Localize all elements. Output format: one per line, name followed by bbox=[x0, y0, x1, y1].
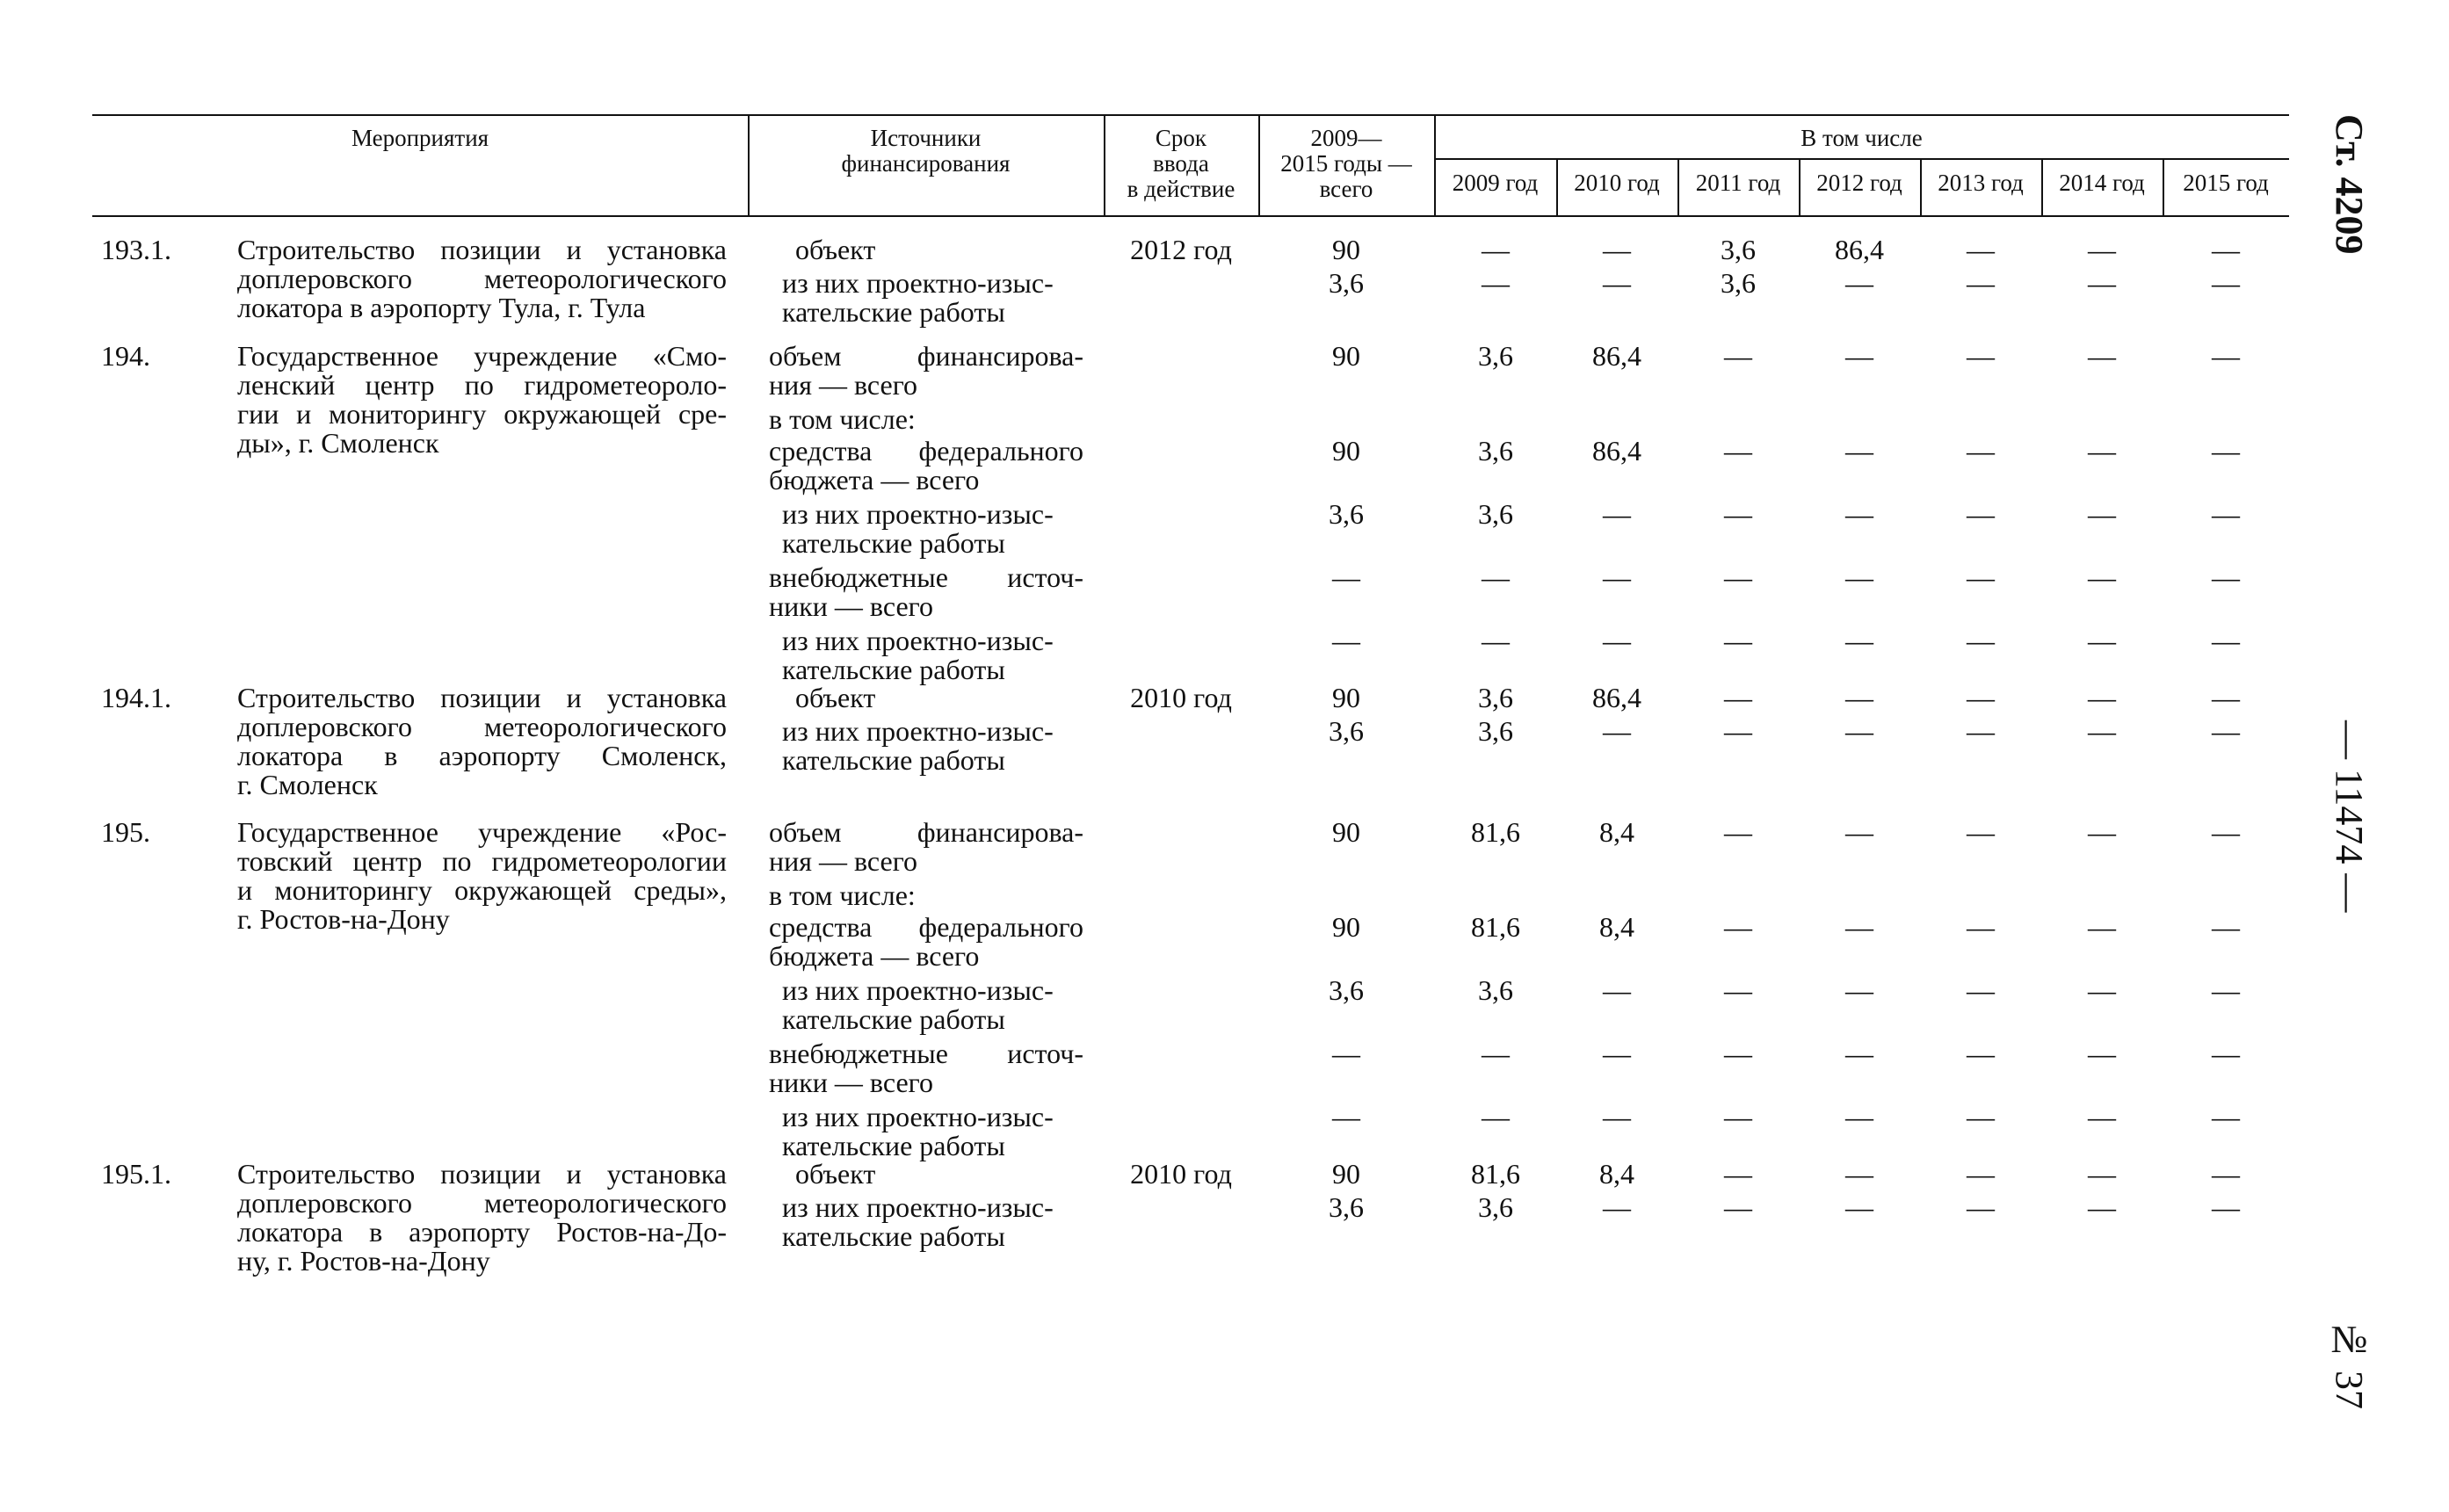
year-value-2013: — bbox=[1967, 498, 1995, 530]
year-value-2012: — bbox=[1845, 974, 1873, 1006]
year-value-2009: — bbox=[1482, 1038, 1510, 1069]
year-value-2015: — bbox=[2212, 974, 2240, 1006]
header-sources: Источники финансирования bbox=[841, 125, 1011, 177]
year-value-2013: — bbox=[1967, 625, 1995, 656]
issue-number: № 37 bbox=[2328, 1318, 2371, 1409]
funding-source-line: в том числе: bbox=[769, 403, 916, 435]
year-value-2010: — bbox=[1603, 974, 1631, 1006]
funding-source bbox=[795, 684, 1110, 713]
year-value-2014: — bbox=[2088, 1158, 2116, 1190]
year-value-2010: 8,4 bbox=[1599, 1158, 1634, 1190]
year-value-2013: — bbox=[1967, 682, 1995, 713]
year-value-2009: — bbox=[1482, 1101, 1510, 1132]
year-value-2015: — bbox=[2212, 625, 2240, 656]
year-value-2015: — bbox=[2212, 340, 2240, 372]
year-value-2009: 81,6 bbox=[1471, 1158, 1520, 1190]
year-value-2011: — bbox=[1724, 816, 1752, 848]
funding-source-line: объект bbox=[795, 682, 876, 713]
funding-source-line: средства федерального bbox=[769, 911, 1083, 943]
entry-activity bbox=[237, 1160, 727, 1276]
funding-source bbox=[782, 717, 1097, 775]
activity-line: локатора в аэропорту Смоленск, bbox=[237, 740, 727, 771]
year-value-2009: 81,6 bbox=[1471, 816, 1520, 848]
header-year-2010: 2010 год bbox=[1574, 170, 1660, 196]
year-value-2015: — bbox=[2212, 1158, 2240, 1190]
year-value-2015: — bbox=[2212, 715, 2240, 747]
header-including: В том числе bbox=[1801, 125, 1923, 151]
year-value-2011: — bbox=[1724, 1101, 1752, 1132]
year-value-2009: 3,6 bbox=[1478, 435, 1513, 467]
year-value-2010: 86,4 bbox=[1592, 682, 1641, 713]
year-value-2011: — bbox=[1724, 974, 1752, 1006]
funding-source bbox=[769, 342, 1083, 400]
total-2009-2015: 90 bbox=[1332, 682, 1360, 713]
year-value-2014: — bbox=[2088, 974, 2116, 1006]
year-value-2013: — bbox=[1967, 816, 1995, 848]
year-value-2011: 3,6 bbox=[1721, 234, 1756, 265]
year-value-2013: — bbox=[1967, 1038, 1995, 1069]
funding-source-line: объект bbox=[795, 234, 876, 265]
year-value-2012: — bbox=[1845, 1038, 1873, 1069]
year-value-2013: — bbox=[1967, 234, 1995, 265]
activity-line: ну, г. Ростов-на-Дону bbox=[237, 1245, 490, 1277]
year-value-2012: — bbox=[1845, 561, 1873, 593]
total-2009-2015: 3,6 bbox=[1329, 498, 1364, 530]
funding-source-line: кательские работы bbox=[782, 527, 1005, 559]
year-value-2013: — bbox=[1967, 974, 1995, 1006]
year-value-2013: — bbox=[1967, 911, 1995, 943]
activity-line: ленский центр по гидрометеороло- bbox=[237, 369, 727, 401]
funding-source-line: из них проектно-изыс- bbox=[782, 1191, 1054, 1223]
year-value-2015: — bbox=[2212, 498, 2240, 530]
commissioning-term: 2012 год bbox=[1130, 234, 1232, 265]
total-2009-2015: — bbox=[1332, 625, 1360, 656]
year-value-2012: — bbox=[1845, 1101, 1873, 1132]
funding-source bbox=[782, 976, 1097, 1034]
page-number-label: Ст. 4209 bbox=[2328, 114, 2371, 255]
funding-source-line: из них проектно-изыс- bbox=[782, 267, 1054, 299]
funding-source bbox=[782, 500, 1097, 558]
year-value-2010: — bbox=[1603, 561, 1631, 593]
activity-line: доплеровского метеорологического bbox=[237, 711, 727, 742]
header-total: 2009— 2015 годы — всего bbox=[1280, 125, 1412, 202]
header-year-2013: 2013 год bbox=[1938, 170, 2024, 196]
year-value-2010: — bbox=[1603, 1101, 1631, 1132]
year-value-2012: — bbox=[1845, 1191, 1873, 1223]
year-value-2012: — bbox=[1845, 682, 1873, 713]
years-subheader-rule bbox=[1434, 158, 2289, 160]
funding-source bbox=[795, 1160, 1110, 1189]
year-value-2011: 3,6 bbox=[1721, 267, 1756, 299]
funding-source-line: внебюджетные источ- bbox=[769, 1038, 1083, 1069]
year-value-2011: — bbox=[1724, 498, 1752, 530]
funding-source-line: ники — всего bbox=[769, 1067, 933, 1098]
year-value-2014: — bbox=[2088, 1038, 2116, 1069]
funding-source-line: ния — всего bbox=[769, 369, 918, 401]
activity-line: Государственное учреждение «Смо- bbox=[237, 340, 727, 372]
funding-source-line: бюджета — всего bbox=[769, 464, 980, 496]
year-value-2011: — bbox=[1724, 1158, 1752, 1190]
funding-source bbox=[769, 563, 1083, 621]
activity-line: гии и мониторингу окружающей сре- bbox=[237, 398, 727, 430]
total-2009-2015: — bbox=[1332, 1038, 1360, 1069]
year-value-2013: — bbox=[1967, 715, 1995, 747]
funding-source-line: ния — всего bbox=[769, 845, 918, 877]
year-value-2011: — bbox=[1724, 435, 1752, 467]
year-value-2015: — bbox=[2212, 1191, 2240, 1223]
year-value-2013: — bbox=[1967, 561, 1995, 593]
year-value-2009: 3,6 bbox=[1478, 974, 1513, 1006]
funding-source bbox=[782, 1103, 1097, 1161]
year-value-2014: — bbox=[2088, 682, 2116, 713]
year-value-2015: — bbox=[2212, 234, 2240, 265]
activity-line: Строительство позиции и установка bbox=[237, 682, 727, 713]
year-value-2010: — bbox=[1603, 1038, 1631, 1069]
year-value-2014: — bbox=[2088, 715, 2116, 747]
funding-source bbox=[769, 1039, 1083, 1097]
activity-line: локатора в аэропорту Тула, г. Тула bbox=[237, 292, 646, 323]
year-value-2009: — bbox=[1482, 561, 1510, 593]
funding-source bbox=[769, 405, 1083, 434]
funding-source-line: кательские работы bbox=[782, 1220, 1005, 1252]
commissioning-term: 2010 год bbox=[1130, 1158, 1232, 1190]
header-bottom-rule bbox=[92, 215, 2289, 217]
year-value-2015: — bbox=[2212, 682, 2240, 713]
year-value-2012: — bbox=[1845, 1158, 1873, 1190]
year-value-2010: — bbox=[1603, 1191, 1631, 1223]
header-year-2014: 2014 год bbox=[2059, 170, 2145, 196]
funding-source-line: из них проектно-изыс- bbox=[782, 1101, 1054, 1132]
funding-source-line: бюджета — всего bbox=[769, 940, 980, 972]
activity-line: доплеровского метеорологического bbox=[237, 1187, 727, 1219]
header-year-2012: 2012 год bbox=[1816, 170, 1902, 196]
header-term: Срок ввода в действие bbox=[1127, 125, 1235, 202]
year-value-2009: 3,6 bbox=[1478, 498, 1513, 530]
year-value-2011: — bbox=[1724, 1038, 1752, 1069]
year-value-2012: — bbox=[1845, 340, 1873, 372]
year-value-2009: 3,6 bbox=[1478, 1191, 1513, 1223]
year-value-2009: — bbox=[1482, 267, 1510, 299]
year-value-2015: — bbox=[2212, 911, 2240, 943]
funding-source-line: из них проектно-изыс- bbox=[782, 715, 1054, 747]
year-value-2013: — bbox=[1967, 340, 1995, 372]
entry-number: 194. bbox=[101, 340, 150, 372]
year-value-2011: — bbox=[1724, 340, 1752, 372]
activity-line: локатора в аэропорту Ростов-на-До- bbox=[237, 1216, 727, 1248]
year-value-2015: — bbox=[2212, 1101, 2240, 1132]
table-top-rule bbox=[92, 114, 2289, 116]
total-2009-2015: 90 bbox=[1332, 340, 1360, 372]
year-value-2015: — bbox=[2212, 816, 2240, 848]
entry-activity bbox=[237, 818, 727, 934]
year-value-2009: 81,6 bbox=[1471, 911, 1520, 943]
year-value-2009: — bbox=[1482, 234, 1510, 265]
funding-source-line: кательские работы bbox=[782, 296, 1005, 328]
funding-source-line: объект bbox=[795, 1158, 876, 1190]
total-2009-2015: — bbox=[1332, 561, 1360, 593]
year-value-2013: — bbox=[1967, 1101, 1995, 1132]
year-value-2015: — bbox=[2212, 435, 2240, 467]
funding-source bbox=[769, 881, 1083, 910]
activity-line: г. Ростов-на-Дону bbox=[237, 903, 450, 935]
total-2009-2015: 90 bbox=[1332, 1158, 1360, 1190]
total-2009-2015: 90 bbox=[1332, 911, 1360, 943]
year-value-2012: — bbox=[1845, 625, 1873, 656]
year-value-2014: — bbox=[2088, 234, 2116, 265]
year-value-2014: — bbox=[2088, 561, 2116, 593]
header-year-2009: 2009 год bbox=[1452, 170, 1539, 196]
year-value-2012: — bbox=[1845, 715, 1873, 747]
year-value-2012: — bbox=[1845, 498, 1873, 530]
funding-source-line: внебюджетные источ- bbox=[769, 561, 1083, 593]
year-value-2013: — bbox=[1967, 267, 1995, 299]
funding-source bbox=[795, 235, 1110, 264]
year-value-2009: 3,6 bbox=[1478, 682, 1513, 713]
year-value-2011: — bbox=[1724, 625, 1752, 656]
activity-line: и мониторингу окружающей среды», bbox=[237, 874, 727, 906]
total-2009-2015: 90 bbox=[1332, 816, 1360, 848]
entry-number: 193.1. bbox=[101, 234, 171, 265]
year-value-2011: — bbox=[1724, 911, 1752, 943]
entry-activity bbox=[237, 342, 727, 458]
year-value-2011: — bbox=[1724, 682, 1752, 713]
activity-line: ды», г. Смоленск bbox=[237, 427, 439, 459]
funding-source-line: из них проектно-изыс- bbox=[782, 498, 1054, 530]
year-value-2014: — bbox=[2088, 267, 2116, 299]
funding-source-line: из них проектно-изыс- bbox=[782, 625, 1054, 656]
year-value-2014: — bbox=[2088, 1101, 2116, 1132]
year-value-2014: — bbox=[2088, 816, 2116, 848]
year-value-2014: — bbox=[2088, 498, 2116, 530]
total-2009-2015: 3,6 bbox=[1329, 974, 1364, 1006]
entry-number: 194.1. bbox=[101, 682, 171, 713]
year-value-2010: 86,4 bbox=[1592, 435, 1641, 467]
funding-source-line: кательские работы bbox=[782, 1130, 1005, 1161]
total-2009-2015: 3,6 bbox=[1329, 267, 1364, 299]
year-value-2012: — bbox=[1845, 435, 1873, 467]
total-2009-2015: 3,6 bbox=[1329, 1191, 1364, 1223]
year-value-2010: 8,4 bbox=[1599, 816, 1634, 848]
funding-source-line: объем финансирова- bbox=[769, 816, 1083, 848]
year-value-2015: — bbox=[2212, 561, 2240, 593]
year-value-2010: — bbox=[1603, 625, 1631, 656]
year-value-2010: — bbox=[1603, 498, 1631, 530]
year-value-2015: — bbox=[2212, 267, 2240, 299]
year-value-2010: — bbox=[1603, 715, 1631, 747]
commissioning-term: 2010 год bbox=[1130, 682, 1232, 713]
year-value-2010: 86,4 bbox=[1592, 340, 1641, 372]
year-value-2015: — bbox=[2212, 1038, 2240, 1069]
total-2009-2015: 90 bbox=[1332, 234, 1360, 265]
year-value-2014: — bbox=[2088, 435, 2116, 467]
year-value-2010: — bbox=[1603, 234, 1631, 265]
activity-line: Строительство позиции и установка bbox=[237, 234, 727, 265]
year-value-2012: — bbox=[1845, 267, 1873, 299]
funding-source-line: кательские работы bbox=[782, 654, 1005, 685]
funding-source bbox=[769, 437, 1083, 495]
entry-number: 195. bbox=[101, 816, 150, 848]
funding-source bbox=[769, 913, 1083, 971]
year-value-2011: — bbox=[1724, 561, 1752, 593]
header-year-2015: 2015 год bbox=[2183, 170, 2269, 196]
year-value-2012: — bbox=[1845, 911, 1873, 943]
year-value-2012: 86,4 bbox=[1835, 234, 1884, 265]
funding-source-line: ники — всего bbox=[769, 590, 933, 622]
header-activities: Мероприятия bbox=[351, 125, 489, 151]
funding-source-line: средства федерального bbox=[769, 435, 1083, 467]
year-value-2014: — bbox=[2088, 340, 2116, 372]
activity-line: г. Смоленск bbox=[237, 769, 378, 800]
year-value-2009: 3,6 bbox=[1478, 715, 1513, 747]
funding-source-line: из них проектно-изыс- bbox=[782, 974, 1054, 1006]
entry-number: 195.1. bbox=[101, 1158, 171, 1190]
year-value-2011: — bbox=[1724, 715, 1752, 747]
funding-source-line: объем финансирова- bbox=[769, 340, 1083, 372]
year-value-2013: — bbox=[1967, 435, 1995, 467]
activity-line: товский центр по гидрометеорологии bbox=[237, 845, 727, 877]
gazette-page-number: — 11474 — bbox=[2328, 720, 2371, 913]
funding-source bbox=[782, 1193, 1097, 1251]
funding-source bbox=[782, 269, 1097, 327]
year-value-2014: — bbox=[2088, 625, 2116, 656]
year-value-2009: 3,6 bbox=[1478, 340, 1513, 372]
activity-line: Государственное учреждение «Рос- bbox=[237, 816, 727, 848]
funding-source-line: кательские работы bbox=[782, 1003, 1005, 1035]
funding-source-line: в том числе: bbox=[769, 879, 916, 911]
entry-activity bbox=[237, 684, 727, 799]
header-year-2011: 2011 год bbox=[1695, 170, 1781, 196]
year-value-2010: — bbox=[1603, 267, 1631, 299]
total-2009-2015: — bbox=[1332, 1101, 1360, 1132]
entry-activity bbox=[237, 235, 727, 322]
year-value-2014: — bbox=[2088, 1191, 2116, 1223]
funding-source bbox=[782, 626, 1097, 684]
year-value-2013: — bbox=[1967, 1191, 1995, 1223]
total-2009-2015: 90 bbox=[1332, 435, 1360, 467]
year-value-2013: — bbox=[1967, 1158, 1995, 1190]
year-value-2010: 8,4 bbox=[1599, 911, 1634, 943]
year-value-2011: — bbox=[1724, 1191, 1752, 1223]
activity-line: Строительство позиции и установка bbox=[237, 1158, 727, 1190]
year-value-2012: — bbox=[1845, 816, 1873, 848]
activity-line: доплеровского метеорологического bbox=[237, 263, 727, 294]
year-value-2009: — bbox=[1482, 625, 1510, 656]
funding-source bbox=[769, 818, 1083, 876]
funding-source-line: кательские работы bbox=[782, 744, 1005, 776]
total-2009-2015: 3,6 bbox=[1329, 715, 1364, 747]
year-value-2014: — bbox=[2088, 911, 2116, 943]
